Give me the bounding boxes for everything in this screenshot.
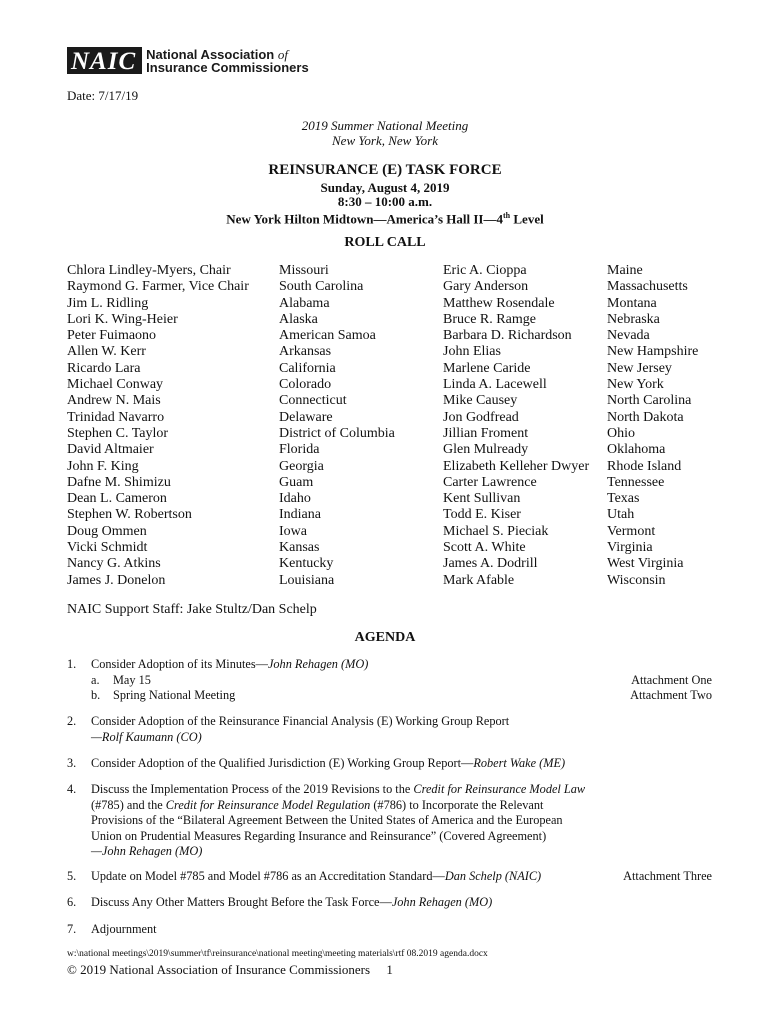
meeting-time: 8:30 – 10:00 a.m. [337,194,433,209]
naic-logo [67,47,309,74]
roll-call-entry: Raymond G. Farmer, Vice Chair [67,279,249,295]
roll-call-entry: Oklahoma [607,442,666,458]
roll-call-entry: American Samoa [279,328,376,344]
roll-call-entry: Connecticut [279,393,347,409]
agenda-item-2: 2. Consider Adoption of the Reinsurance Financial Analysis (E) Working Group Report —Rolf Kaumann (CO) [67,714,510,744]
logo-abbrev: NAIC [67,47,142,74]
agenda-subitem-a: a. May 15 [91,672,151,687]
roll-call-entry: Jim L. Ridling [67,295,149,311]
footer-copyright: © 2019 National Association of Insurance Commissioners 1 [67,962,393,977]
roll-call-entry: Michael Conway [67,377,164,393]
agenda-item-5: 5. Update on Model #785 and Model #786 as an Accreditation Standard—Dan Schelp (NAIC) [67,869,542,883]
roll-call-entry: John F. King [67,458,139,474]
roll-call-entry: Lori K. Wing-Heier [67,311,178,327]
agenda-item-6: 6. Discuss Any Other Matters Brought Before the Task Force—John Rehagen (MO) [67,895,493,909]
document-date: Date: 7/17/19 [67,88,139,103]
task-force-details [0,181,770,226]
roll-call-entry: California [279,360,336,376]
roll-call-entry: Ohio [607,425,635,441]
roll-call-entry: Maine [607,263,643,278]
roll-call-entry: Chlora Lindley-Myers, Chair [67,263,231,278]
roll-call-entry: Rhode Island [607,458,682,474]
roll-call-entry: Ricardo Lara [67,360,141,376]
roll-call-entry: James J. Donelon [67,572,166,588]
roll-call-entry: Virginia [607,540,653,556]
roll-call-entry: Louisiana [279,572,335,588]
roll-call-entry: Nancy G. Atkins [67,556,161,572]
roll-call-entry: Mark Afable [443,572,515,588]
roll-call-entry: Stephen C. Taylor [67,425,169,441]
logo-wordmark [146,48,309,74]
logo-line1: National Association [146,46,275,62]
roll-call-entry: Colorado [279,377,332,393]
support-staff: NAIC Support Staff: Jake Stultz/Dan Schelp [67,602,317,617]
roll-call-entry: John Elias [443,344,501,360]
agenda-item-1: 1. Consider Adoption of its Minutes—John Rehagen (MO) a. May 15 b. Spring National Meeting [67,657,727,704]
agenda-title: AGENDA [354,630,416,645]
meeting-name: 2019 Summer National Meeting [301,118,469,133]
roll-call-entry: Dean L. Cameron [67,491,167,507]
roll-call-entry: Delaware [279,409,333,425]
roll-call-entry: Kent Sullivan [443,491,521,507]
agenda-subitem-b: b. Spring National Meeting [91,688,236,702]
roll-call-entry: Matthew Rosendale [443,295,555,311]
agenda-item-3: 3. Consider Adoption of the Qualified Jurisdiction (E) Working Group Report—Robert Wake (ME) [67,756,566,770]
roll-call-entry: James A. Dodrill [443,556,538,572]
roll-call-entry: Stephen W. Robertson [67,507,192,523]
roll-call-entry: Bruce R. Ramge [443,311,536,327]
roll-call-states-col2 [607,263,698,589]
roll-call-entry: Montana [607,295,657,311]
roll-call-entry: Doug Ommen [67,523,147,539]
roll-call-entry: Carter Lawrence [443,474,537,490]
roll-call-names-col1 [67,263,249,589]
attachment-one-label: Attachment One [631,673,712,687]
roll-call-entry: Barbara D. Richardson [443,328,572,344]
roll-call-entry: Linda A. Lacewell [443,377,547,393]
roll-call-entry: Mike Causey [443,393,518,409]
roll-call-entry: Allen W. Kerr [67,344,146,360]
page-number: 1 [386,962,393,977]
roll-call-entry: Scott A. White [443,540,526,556]
roll-call-entry: Alaska [279,311,318,327]
roll-call-entry: Alabama [279,295,330,311]
roll-call-states-col1 [279,263,395,589]
roll-call-entry: Todd E. Kiser [443,507,521,523]
task-force-title: REINSURANCE (E) TASK FORCE [268,162,502,178]
roll-call-entry: North Carolina [607,393,692,409]
roll-call-entry: Iowa [279,523,307,539]
meeting-venue: New York Hilton Midtown—America’s Hall II—4th Level [226,211,544,227]
roll-call-entry: Massachusetts [607,279,688,295]
roll-call-entry: West Virginia [607,556,684,572]
roll-call-entry: Vicki Schmidt [67,540,148,556]
roll-call-entry: Trinidad Navarro [67,409,165,425]
attachment-three-label: Attachment Three [623,869,712,883]
roll-call-entry: Nevada [607,328,650,344]
roll-call-entry: Kentucky [279,556,334,572]
roll-call-entry: Vermont [607,523,656,539]
roll-call-entry: South Carolina [279,279,364,295]
logo-line2: Insurance Commissioners [146,59,309,75]
roll-call-names-col2 [443,263,589,589]
roll-call-entry: Arkansas [279,344,332,360]
roll-call-entry: Jon Godfread [443,409,519,425]
roll-call-entry: New Hampshire [607,344,699,360]
roll-call-entry: Marlene Caride [443,360,531,376]
footer-file-path: w:\national meetings\2019\summer\tf\reinsurance\national meeting\meeting materials\rtf 08.2019 agenda.docx [67,949,488,959]
roll-call-entry: Glen Mulready [443,442,529,458]
roll-call-entry: David Altmaier [67,442,154,458]
meeting-header [0,118,770,148]
roll-call-entry: New Jersey [607,360,672,376]
roll-call-entry: Eric A. Cioppa [443,263,527,278]
roll-call-entry: Missouri [279,263,329,278]
roll-call-entry: Kansas [279,540,320,556]
attachment-two-label: Attachment Two [630,688,712,702]
roll-call-entry: Indiana [279,507,321,523]
meeting-day: Sunday, August 4, 2019 [320,180,450,195]
logo-of: of [277,46,288,62]
agenda-item-4: 4. Discuss the Implementation Process of the 2019 Revisions to the Credit for Reinsurance Model Law (#785) and the Credit for Reinsurance Model Regulation (#786) to Incorporate the Relevant Provisions of the “Bilateral Agreement Between the United States of America and the European Union on Prudential Measures Regarding Insurance and Reinsurance” (Covered Agreement) —John Rehagen (MO) [67,782,586,858]
agenda-item-7: 7. Adjournment [67,922,157,936]
roll-call-entry: Georgia [279,458,324,474]
roll-call-entry: Guam [279,474,314,490]
roll-call-entry: Peter Fuimaono [67,328,157,344]
roll-call-entry: Andrew N. Mais [67,393,161,409]
roll-call-entry: New York [607,377,664,393]
roll-call-entry: Wisconsin [607,572,666,588]
roll-call-entry: Utah [607,507,635,523]
roll-call-entry: Florida [279,442,320,458]
roll-call-entry: Jillian Froment [443,425,529,441]
roll-call-entry: Tennessee [607,474,665,490]
roll-call-entry: Idaho [279,491,311,507]
roll-call-entry: District of Columbia [279,425,395,441]
roll-call-entry: Texas [607,491,640,507]
roll-call-entry: Michael S. Pieciak [443,523,549,539]
roll-call-entry: Gary Anderson [443,279,529,295]
roll-call-title: ROLL CALL [344,235,426,250]
roll-call-entry: North Dakota [607,409,684,425]
roll-call-entry: Nebraska [607,311,660,327]
roll-call-entry: Dafne M. Shimizu [67,474,171,490]
roll-call-entry: Elizabeth Kelleher Dwyer [443,458,590,474]
meeting-location: New York, New York [332,133,438,148]
